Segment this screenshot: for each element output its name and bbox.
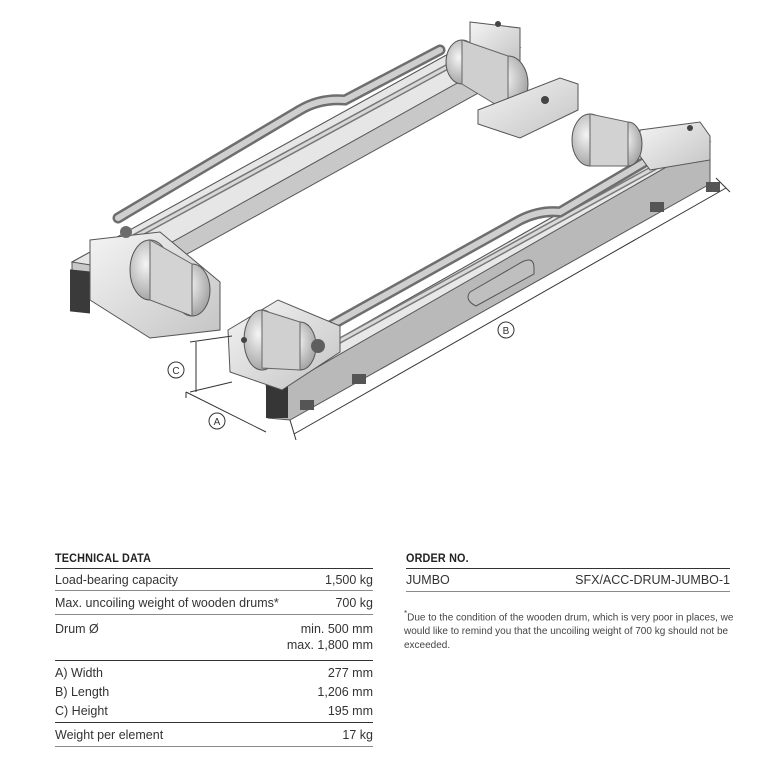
svg-text:C: C	[172, 366, 180, 377]
callout-b	[498, 322, 514, 338]
order-title: ORDER NO.	[406, 551, 469, 565]
technical-data-table: Load-bearing capacity 1,500 kg Max. uncoiling weight of wooden drums* 700 kg Drum Ø min. 500 mm max. 1,800 mm A) Width 277 mm B) Length 1,206 mm C) Height 195 mm Weight per element 17 kg	[55, 568, 373, 748]
table-row: Drum Ø min. 500 mm max. 1,800 mm	[55, 622, 373, 652]
svg-text:A: A	[213, 417, 221, 428]
svg-text:B: B	[502, 326, 510, 337]
footnote-text: Due to the condition of the wooden drum, which is very poor in places, we would like to remind you that the uncoiling weight of 700 kg should not be exceeded.	[404, 612, 734, 652]
footnote	[404, 607, 734, 653]
callout-a	[209, 413, 225, 429]
technical-data-title: TECHNICAL DATA	[55, 551, 152, 565]
footnote-marker: *	[404, 609, 408, 618]
order-table	[406, 568, 730, 594]
order-code: SFX/ACC-DRUM-JUMBO-1	[575, 573, 730, 587]
callout-c	[168, 362, 184, 378]
order-name: JUMBO	[406, 573, 450, 587]
